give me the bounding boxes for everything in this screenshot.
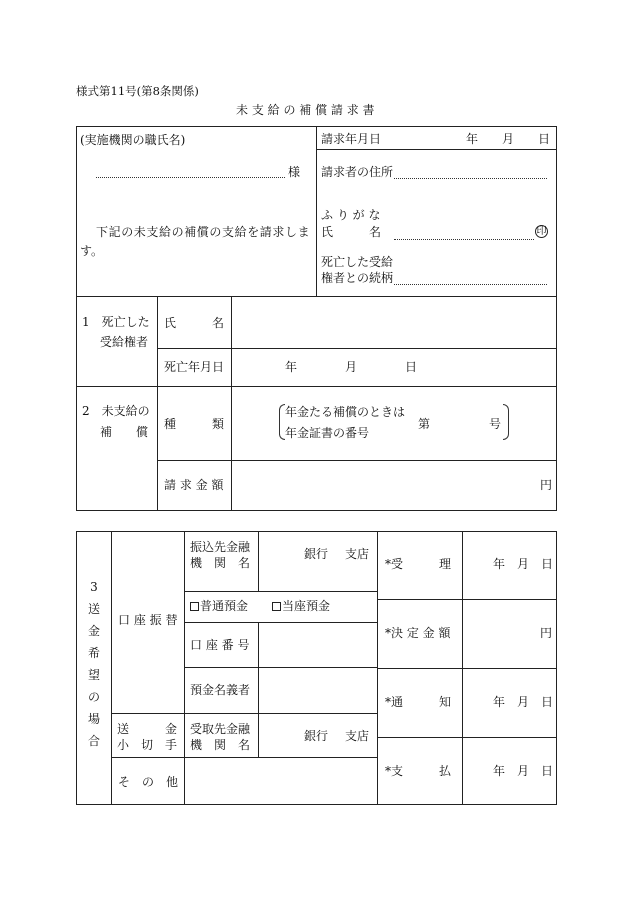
receive-bank-label-1: 受取先金融 <box>190 722 251 736</box>
checkbox-icon[interactable] <box>272 602 281 611</box>
sama-label: 様 <box>288 165 301 179</box>
address-label: 請求者の住所 <box>321 165 394 179</box>
shiharai-label: *支 払 <box>385 764 452 778</box>
juri-label: *受 理 <box>385 557 452 571</box>
request-date-label: 請求年月日 <box>321 132 382 146</box>
death-year: 年 <box>285 360 298 374</box>
form-number: 様式第11号(第8条関係) <box>76 84 199 98</box>
pension-text-1: 年金たる補償のときは <box>285 405 406 419</box>
check-label-1: 送 金 <box>117 722 178 736</box>
agency-name-field[interactable] <box>96 177 285 178</box>
claimant-name-field[interactable] <box>394 239 534 240</box>
branch-text: 支店 <box>345 547 370 561</box>
check-label-2: 小 切 手 <box>117 738 178 752</box>
deceased-name-label: 氏 名 <box>164 316 225 330</box>
dai-label: 第 <box>418 417 431 431</box>
futsu-checkbox[interactable] <box>190 600 248 612</box>
month-label: 月 <box>502 132 515 146</box>
request-text: 下記の未支給の補償の支給を請求しま <box>96 225 311 239</box>
toza-label: 当座預金 <box>282 599 331 613</box>
bank-label-2: 機 関 名 <box>190 556 251 570</box>
holder-label: 預金名義者 <box>190 683 251 697</box>
kettei-label: *決 定 金 額 <box>385 626 451 640</box>
section2-heading: 2 未支給の <box>82 404 150 418</box>
day-label: 日 <box>538 132 551 146</box>
kettei-yen: 円 <box>540 626 553 640</box>
section1-heading: 1 死亡した <box>82 315 150 329</box>
go-label: 号 <box>489 417 502 431</box>
section3-heading: 3送金希望の場合 <box>87 580 100 748</box>
pension-text-2: 年金証書の番号 <box>285 426 370 440</box>
tsuchi-label: *通 知 <box>385 695 452 709</box>
receive-bank-label-2: 機 関 名 <box>190 738 251 752</box>
request-text-end: す。 <box>80 244 104 258</box>
furigana-label: ふ り が な <box>321 208 381 222</box>
bank-text: 銀行 <box>304 547 329 561</box>
death-date-label: 死亡年月日 <box>164 360 225 374</box>
tsuchi-date: 年 月 日 <box>493 695 554 709</box>
futsu-label: 普通預金 <box>200 599 249 613</box>
receive-bank-text: 銀行 <box>304 729 329 743</box>
death-month: 月 <box>345 360 358 374</box>
checkbox-icon[interactable] <box>190 602 199 611</box>
other-label: そ の 他 <box>118 775 179 789</box>
toza-checkbox[interactable] <box>272 600 330 612</box>
right-paren <box>503 404 509 440</box>
relation-field[interactable] <box>394 284 547 285</box>
seal-mark: 印 <box>536 226 547 237</box>
amount-yen: 円 <box>540 478 553 492</box>
bank-label-1: 振込先金融 <box>190 540 251 554</box>
year-label: 年 <box>466 132 479 146</box>
relation-label-1: 死亡した受給 <box>321 255 394 269</box>
receive-branch-text: 支店 <box>345 729 370 743</box>
form-title: 未 支 給 の 補 償 請 求 書 <box>236 103 375 117</box>
address-field[interactable] <box>394 178 547 179</box>
account-number-label: 口 座 番 号 <box>190 638 250 652</box>
agency-label: (実施機関の職氏名) <box>80 133 186 147</box>
account-transfer-label: 口 座 振 替 <box>118 613 178 627</box>
juri-date: 年 月 日 <box>493 557 554 571</box>
death-day: 日 <box>405 360 418 374</box>
amount-label: 請 求 金 額 <box>164 478 224 492</box>
shiharai-date: 年 月 日 <box>493 764 554 778</box>
section1-heading-2: 受給権者 <box>100 335 149 349</box>
type-label: 種 類 <box>164 417 225 431</box>
relation-label-2: 権者との続柄 <box>321 271 394 285</box>
claimant-name-label: 氏 名 <box>321 225 382 239</box>
section2-heading-2: 補 償 <box>100 425 149 439</box>
